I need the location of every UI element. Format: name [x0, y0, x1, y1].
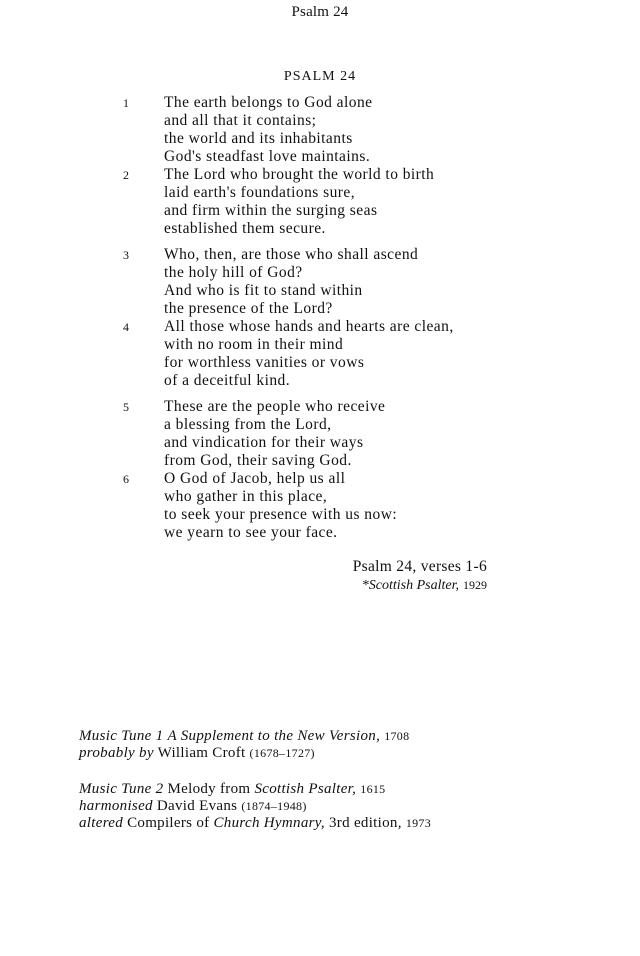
verse-line — [0, 130, 640, 148]
verse-line-text: and vindication for their ways — [164, 434, 364, 451]
verse-line — [0, 336, 640, 354]
verse-number: 2 — [123, 168, 130, 182]
music-tune-1-credit-label: probably by — [79, 745, 154, 761]
verse-line-text: All those whose hands and hearts are clean, — [164, 318, 454, 335]
music-tune-2-source-line — [79, 781, 619, 798]
music-tune-2-year: 1615 — [360, 782, 386, 796]
stanza-3 — [0, 398, 640, 542]
music-tune-1-label: Music Tune 1 — [79, 728, 164, 744]
verse-line-text: a blessing from the Lord, — [164, 416, 332, 433]
verse-line — [0, 300, 640, 318]
music-tune-1-composer-dates: (1678–1727) — [249, 746, 315, 760]
psalm-reference: Psalm 24, verses 1-6 — [352, 558, 487, 575]
text-source — [362, 578, 487, 594]
music-tune-1-composer: William Croft — [157, 745, 246, 761]
verse-line — [0, 372, 640, 390]
music-tune-2-harm-label: harmonised — [79, 798, 153, 814]
music-tune-2-source: Scottish Psalter, — [254, 781, 357, 797]
verse-line-text: laid earth's foundations sure, — [164, 184, 356, 201]
verse-line-text: and all that it contains; — [164, 112, 317, 129]
verse-line-text: O God of Jacob, help us all — [164, 470, 346, 487]
verse-number: 1 — [123, 96, 130, 110]
verse-line-text: for worthless vanities or vows — [164, 354, 365, 371]
verse-number: 5 — [123, 400, 130, 414]
verse-line — [0, 282, 640, 300]
verse-line — [0, 148, 640, 166]
music-tune-2 — [79, 781, 619, 832]
music-tune-2-harmonizer-line — [79, 798, 619, 815]
verse-line — [0, 488, 640, 506]
running-head: Psalm 24 — [291, 4, 349, 20]
verse-line — [0, 220, 640, 238]
verse-line-text: the world and its inhabitants — [164, 130, 353, 147]
verse-line-text: established them secure. — [164, 220, 326, 237]
music-tune-1 — [79, 728, 619, 762]
verse-line — [0, 416, 640, 434]
verse-line-text: from God, their saving God. — [164, 452, 352, 469]
verse-number: 4 — [123, 320, 130, 334]
music-tune-1-source: A Supplement to the New Version, — [167, 728, 381, 744]
verse-line — [0, 112, 640, 130]
verse-line-text: with no room in their mind — [164, 336, 344, 353]
verse-line — [0, 94, 640, 112]
verse-line-text: God's steadfast love maintains. — [164, 148, 371, 165]
verse-line — [0, 166, 640, 184]
stanza-2 — [0, 246, 640, 390]
verse-line — [0, 398, 640, 416]
verse-line-text: to seek your presence with us now: — [164, 506, 398, 523]
verse-line — [0, 524, 640, 542]
psalm-text — [0, 94, 640, 550]
music-tune-2-altered-label: altered — [79, 815, 124, 831]
music-tune-2-altered-year: 1973 — [405, 816, 432, 830]
music-tune-2-altered-by: Compilers of — [127, 815, 210, 831]
verse-line — [0, 470, 640, 488]
music-tune-1-year: 1708 — [384, 729, 410, 743]
verse-line-text: of a deceitful kind. — [164, 372, 291, 389]
verse-line — [0, 452, 640, 470]
music-tune-2-altered-line — [79, 815, 619, 832]
music-tune-1-composer-line — [79, 745, 619, 762]
verse-line — [0, 434, 640, 452]
music-tune-2-altered-book: Church Hymnary, — [213, 815, 325, 831]
verse-line-text: who gather in this place, — [164, 488, 328, 505]
music-tune-2-label: Music Tune 2 — [79, 781, 164, 797]
verse-line-text: we yearn to see your face. — [164, 524, 338, 541]
verse-line — [0, 202, 640, 220]
music-tune-2-harmonizer: David Evans — [156, 798, 238, 814]
verse-line — [0, 264, 640, 282]
verse-line-text: the presence of the Lord? — [164, 300, 333, 317]
verse-line — [0, 506, 640, 524]
verse-number: 3 — [123, 248, 130, 262]
verse-line-text: the holy hill of God? — [164, 264, 303, 281]
verse-line — [0, 354, 640, 372]
music-tune-2-altered-edition: 3rd edition, — [329, 815, 402, 831]
verse-line-text: And who is fit to stand within — [164, 282, 363, 299]
music-tune-1-source-line — [79, 728, 619, 745]
verse-line-text: The Lord who brought the world to birth — [164, 166, 435, 183]
verse-line-text: These are the people who receive — [164, 398, 386, 415]
verse-line-text: The earth belongs to God alone — [164, 94, 373, 111]
stanza-1 — [0, 94, 640, 238]
verse-line — [0, 318, 640, 336]
music-tune-2-melody-text: Melody from — [167, 781, 251, 797]
verse-line — [0, 246, 640, 264]
verse-line-text: and firm within the surging seas — [164, 202, 378, 219]
verse-line-text: Who, then, are those who shall ascend — [164, 246, 419, 263]
text-source-title: *Scottish Psalter, — [361, 578, 459, 593]
verse-number: 6 — [123, 472, 130, 486]
text-source-year: 1929 — [463, 578, 487, 592]
music-tune-2-harmonizer-dates: (1874–1948) — [241, 799, 307, 813]
psalm-title: PSALM 24 — [283, 69, 357, 84]
verse-line — [0, 184, 640, 202]
